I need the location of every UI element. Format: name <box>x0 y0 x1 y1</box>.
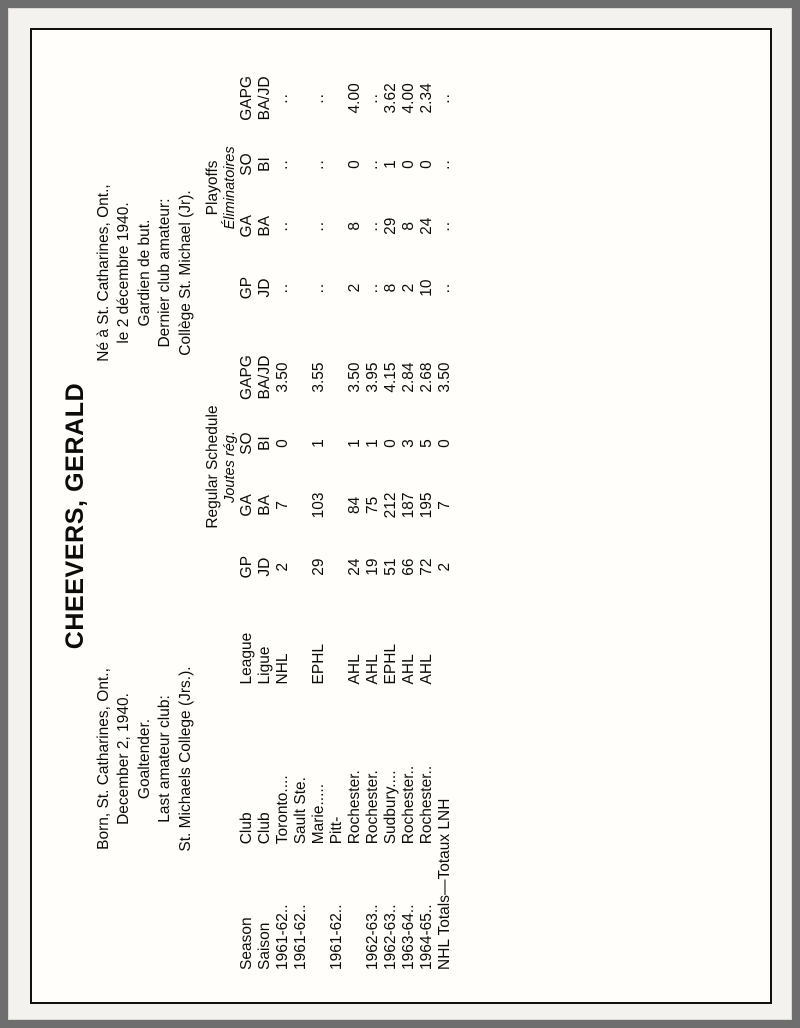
blank-cell <box>310 316 328 339</box>
bio-line: Born, St. Catharines, Ont., <box>95 668 112 850</box>
cell-league: AHL <box>364 654 382 685</box>
cell-playoff-so: 0 <box>346 160 364 169</box>
table-row <box>310 60 328 972</box>
cell-gapg: 2.84 <box>400 362 418 393</box>
cell-club: Rochester. <box>364 770 382 845</box>
cell-club: Rochester.. <box>418 765 436 845</box>
header-playoff-ga-fr: BA <box>256 215 274 237</box>
blank-cell <box>222 595 238 687</box>
cell-so: 5 <box>418 439 436 448</box>
cell-ga: 84 <box>346 496 364 514</box>
bio-line: St. Michaels College (Jrs.). <box>176 666 194 852</box>
blank-cell <box>204 595 222 687</box>
table-row <box>346 60 364 972</box>
cell-league: EPHL <box>382 643 400 685</box>
header-playoff-gapg-fr: BA/JD <box>256 76 274 121</box>
header-playoff-gapg: GAPG <box>238 76 256 121</box>
header-gp: GP <box>238 555 256 579</box>
cell-gapg <box>292 339 310 416</box>
cell-playoff-gp: 10 <box>418 279 436 297</box>
cell-playoff-gapg: 2.34 <box>418 83 436 114</box>
cell-ga: 195 <box>418 492 436 519</box>
header-league-fr: Ligue <box>256 646 274 685</box>
cell-playoff-gapg <box>292 60 310 137</box>
bio-line: December 2, 1940. <box>115 693 133 825</box>
cell-league: EPHL <box>310 643 328 685</box>
header-gapg-fr: BA/JD <box>256 355 274 400</box>
cell-club: Pitt- <box>328 816 346 845</box>
card-print-area <box>30 28 772 1004</box>
blank-cell <box>222 686 238 846</box>
table-row <box>274 60 292 972</box>
cell-playoff-ga: .. <box>310 220 328 232</box>
table-row <box>292 60 310 972</box>
cell-playoff-so: .. <box>310 159 328 170</box>
cell-playoff-so: 1 <box>382 160 400 169</box>
cell-season: 1961-62.. <box>328 904 346 970</box>
totals-playoff-gp: .. <box>436 282 454 294</box>
cell-club: Rochester.. <box>400 765 418 845</box>
table-row <box>400 60 418 972</box>
blank-cell <box>256 316 274 339</box>
cell-playoff-gapg: .. <box>274 93 292 104</box>
bio-line: Goaltender. <box>135 718 153 800</box>
cell-club: Rochester. <box>346 770 364 845</box>
cell-gp: 72 <box>418 558 436 576</box>
header-season-fr: Saison <box>256 922 274 970</box>
column-headers-english <box>238 60 256 972</box>
cell-season <box>346 846 364 972</box>
cell-gp: 19 <box>364 558 382 576</box>
totals-playoff-so: .. <box>436 159 454 170</box>
bio-line: Gardien de but. <box>135 219 153 327</box>
cell-playoff-gapg: 3.62 <box>382 83 400 114</box>
cell-playoff-ga <box>328 192 346 260</box>
totals-row <box>436 60 454 972</box>
blank-cell <box>222 846 238 972</box>
cell-playoff-ga: 8 <box>346 221 364 231</box>
cell-playoff-gp: .. <box>364 282 382 294</box>
header-ga-fr: BA <box>256 495 274 516</box>
biography-french <box>94 66 196 480</box>
totals-ga: 7 <box>436 501 454 510</box>
cell-league: AHL <box>400 654 418 685</box>
cell-gp <box>328 539 346 594</box>
group-regular-schedule-fr: Joutes rég. <box>222 431 239 503</box>
cell-gapg: 3.50 <box>274 362 292 393</box>
cell-playoff-gapg: .. <box>310 93 328 104</box>
blank-cell <box>238 316 256 339</box>
cell-playoff-ga: 24 <box>418 217 436 235</box>
cell-gapg: 2.68 <box>418 362 436 393</box>
biography-block <box>94 66 196 966</box>
cell-season <box>310 846 328 972</box>
cell-playoff-gp: 2 <box>346 283 364 293</box>
cell-gapg: 3.55 <box>310 362 328 393</box>
cell-ga: 187 <box>400 492 418 519</box>
cell-playoff-gapg: 4.00 <box>400 83 418 114</box>
cell-season: 1962-63.. <box>364 904 382 970</box>
cell-so <box>328 416 346 471</box>
cell-playoff-ga: .. <box>364 220 382 232</box>
cell-season: 1963-64.. <box>400 904 418 970</box>
cell-season: 1964-65.. <box>418 904 436 970</box>
cell-playoff-gp <box>328 260 346 315</box>
group-playoffs-fr: Éliminatoires <box>222 146 239 230</box>
hockey-card-back <box>8 8 792 1020</box>
cell-playoff-gapg: 4.00 <box>346 83 364 114</box>
blank-cell <box>436 316 454 339</box>
totals-playoff-ga: .. <box>436 220 454 232</box>
cell-playoff-so: 0 <box>418 160 436 169</box>
player-name: CHEEVERS, GERALD <box>61 382 89 650</box>
cell-league: AHL <box>418 654 436 685</box>
cell-playoff-gp <box>292 260 310 315</box>
cell-club: Sault Ste. <box>292 777 310 845</box>
group-header-row-fr <box>222 60 238 972</box>
table-row <box>364 60 382 972</box>
cell-ga: 75 <box>364 496 382 514</box>
header-playoff-ga: GA <box>238 215 256 238</box>
header-league: League <box>238 632 256 685</box>
career-statistics-table <box>204 60 454 972</box>
header-gapg: GAPG <box>238 355 256 400</box>
biography-english <box>94 552 196 966</box>
cell-gapg <box>328 339 346 416</box>
cell-ga: 103 <box>310 492 328 519</box>
blank-cell <box>222 316 238 339</box>
totals-so: 0 <box>436 439 454 448</box>
blank-cell <box>204 316 222 339</box>
cell-season: 1961-62.. <box>292 904 310 970</box>
cell-league <box>328 595 346 687</box>
header-playoff-so: SO <box>238 153 256 176</box>
cell-so: 1 <box>310 439 328 448</box>
blank-cell <box>328 316 346 339</box>
cell-so: 0 <box>382 439 400 448</box>
blank-cell <box>418 316 436 339</box>
cell-playoff-ga: 29 <box>382 217 400 235</box>
cell-ga <box>292 471 310 539</box>
cell-playoff-so: .. <box>274 159 292 170</box>
cell-playoff-so: 0 <box>400 160 418 169</box>
cell-playoff-gp: 8 <box>382 283 400 293</box>
cell-club: Marie..... <box>310 783 328 845</box>
cell-league: NHL <box>274 653 292 685</box>
cell-playoff-gapg <box>328 60 346 137</box>
cell-league <box>292 595 310 687</box>
column-headers-french <box>256 60 274 972</box>
cell-playoff-so <box>292 137 310 192</box>
table-row <box>328 60 346 972</box>
header-so-fr: BI <box>256 436 274 451</box>
cell-playoff-so: .. <box>364 159 382 170</box>
table-row <box>418 60 436 972</box>
bio-line: Né à St. Catharines, Ont., <box>95 184 112 362</box>
group-playoffs: Playoffs <box>204 160 222 216</box>
cell-season: 1962-63.. <box>382 904 400 970</box>
cell-gapg: 3.95 <box>364 362 382 393</box>
card-content-rotated <box>51 40 751 992</box>
bio-line: le 2 décembre 1940. <box>115 202 133 344</box>
cell-ga: 7 <box>274 501 292 510</box>
cell-ga: 212 <box>382 492 400 519</box>
totals-gp: 2 <box>436 562 454 572</box>
cell-playoff-gp: .. <box>310 282 328 294</box>
blank-cell <box>292 316 310 339</box>
header-playoff-gp: GP <box>238 276 256 300</box>
totals-playoff-gapg: .. <box>436 93 454 104</box>
group-header-row <box>204 60 222 972</box>
cell-league: AHL <box>346 654 364 685</box>
blank-cell <box>364 316 382 339</box>
cell-club: Toronto.... <box>274 775 292 845</box>
cell-so: 0 <box>274 439 292 448</box>
bio-line: Collège St. Michael (Jr). <box>176 190 194 356</box>
cell-so: 3 <box>400 439 418 448</box>
cell-playoff-gp: 2 <box>400 283 418 293</box>
bio-line: Dernier club amateur: <box>156 198 174 348</box>
header-so: SO <box>238 432 256 455</box>
cell-playoff-gapg: .. <box>364 93 382 104</box>
cell-playoff-gp: .. <box>274 282 292 294</box>
blank-cell <box>400 316 418 339</box>
header-club-fr: Club <box>256 812 274 845</box>
group-regular-schedule: Regular Schedule <box>204 405 222 529</box>
header-playoff-gp-fr: JD <box>256 278 274 298</box>
cell-playoff-ga: 8 <box>400 221 418 231</box>
totals-gapg: 3.50 <box>436 362 454 393</box>
header-ga: GA <box>238 494 256 517</box>
cell-gapg: 3.50 <box>346 362 364 393</box>
blank-cell <box>382 316 400 339</box>
blank-cell <box>274 316 292 339</box>
cell-gapg: 4.15 <box>382 362 400 393</box>
header-playoff-so-fr: BI <box>256 157 274 172</box>
cell-gp: 2 <box>274 562 292 572</box>
cell-so <box>292 416 310 471</box>
cell-ga <box>328 471 346 539</box>
blank-cell <box>204 686 222 846</box>
cell-season: 1961-62.. <box>274 904 292 970</box>
cell-playoff-ga <box>292 192 310 260</box>
cell-so: 1 <box>346 439 364 448</box>
cell-gp: 66 <box>400 558 418 576</box>
blank-cell <box>204 846 222 972</box>
cell-gp: 24 <box>346 558 364 576</box>
header-gp-fr: JD <box>256 557 274 577</box>
cell-playoff-so <box>328 137 346 192</box>
table-row <box>382 60 400 972</box>
cell-gp: 29 <box>310 558 328 576</box>
blank-cell <box>346 316 364 339</box>
cell-so: 1 <box>364 439 382 448</box>
header-club: Club <box>238 812 256 845</box>
cell-gp <box>292 539 310 594</box>
cell-playoff-ga: .. <box>274 220 292 232</box>
totals-label: NHL Totals—Totaux LNH <box>436 798 454 970</box>
bio-line: Last amateur club: <box>156 695 174 823</box>
cell-gp: 51 <box>382 558 400 576</box>
cell-club: Sudbury.... <box>382 770 400 845</box>
header-season: Season <box>238 917 256 970</box>
